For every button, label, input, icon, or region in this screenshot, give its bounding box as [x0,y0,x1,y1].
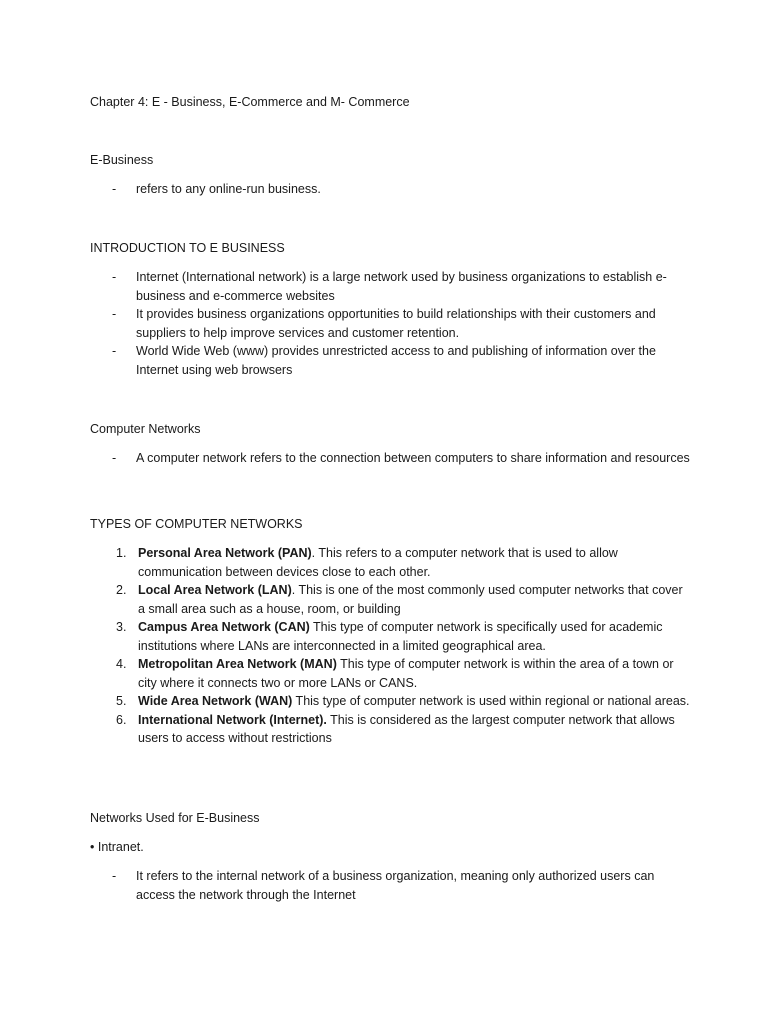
list-item: - World Wide Web (www) provides unrestricted access to and publishing of information over the Internet using web browsers [112,344,656,377]
numbered-item: 5. Wide Area Network (WAN) This type of computer network is used within regional or national areas. [116,694,690,708]
list-item: - It provides business organizations opportunities to build relationships with their customers and suppliers to help improve services and customer retention. [112,307,656,340]
term: Wide Area Network (WAN) [138,694,293,708]
section-heading-types: TYPES OF COMPUTER NETWORKS [90,517,303,531]
types-list [90,544,690,748]
numbered-item: 1. Personal Area Network (PAN). This refers to a computer network that is used to allow communication between devices close to each other. [116,546,618,579]
ebusiness-list [90,180,690,199]
dash-marker: - [112,182,117,196]
section-heading-ebusiness: E-Business [90,153,154,167]
intro-list [90,268,690,379]
intranet-list [90,867,690,904]
dash-marker: - [112,451,117,465]
term: Local Area Network (LAN) [138,583,292,597]
numbered-item: 3. Campus Area Network (CAN) This type of computer network is specifically used for academic institutions where LANs are interconnected in a limited geographical area. [116,620,663,653]
list-item: - It refers to the internal network of a business organization, meaning only authorized users can access the network through the Internet [112,869,655,902]
page-title: Chapter 4: E - Business, E-Commerce and M- Commerce [90,95,410,109]
list-item: - Internet (International network) is a large network used by business organizations to establish e-business and e-commerce websites [112,270,667,303]
dash-marker: - [112,307,117,321]
bullet-intranet: • Intranet. [90,840,144,854]
term: International Network (Internet). [138,712,327,727]
section-heading-networks: Computer Networks [90,422,201,436]
numbered-item: 4. Metropolitan Area Network (MAN) This type of computer network is within the area of a town or city where it connects two or more LANs or CANS. [116,657,674,690]
dash-marker: - [112,344,117,358]
numbered-item: 6. International Network (Internet). This is considered as the largest computer network that allows users to access without restrictions [116,712,675,745]
networks-list [90,449,690,468]
term: Personal Area Network (PAN) [138,546,312,560]
numbered-item: 2. Local Area Network (LAN). This is one of the most commonly used computer networks that cover a small area such as a house, room, or building [116,583,683,616]
dash-marker: - [112,869,117,883]
dash-marker: - [112,270,117,284]
list-item: - A computer network refers to the connection between computers to share information and resources [90,449,690,468]
term: Metropolitan Area Network (MAN) [138,657,337,671]
section-heading-intro: INTRODUCTION TO E BUSINESS [90,241,285,255]
term: Campus Area Network (CAN) [138,620,310,634]
section-heading-used: Networks Used for E-Business [90,811,260,825]
list-item: - refers to any online-run business. [90,180,690,199]
